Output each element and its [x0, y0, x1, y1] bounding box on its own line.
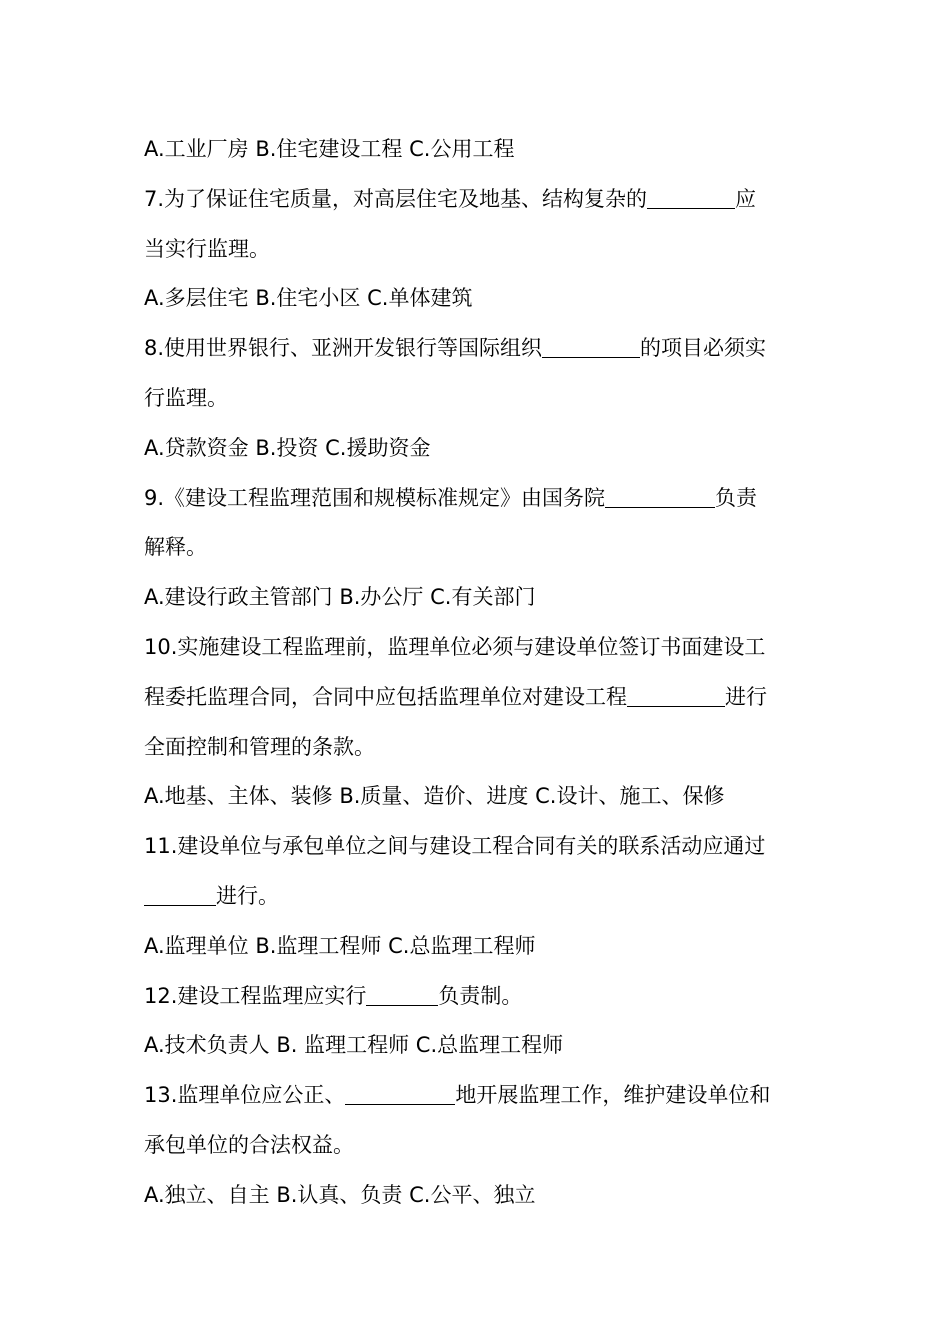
text-segment: 当实行监理。 — [144, 237, 270, 261]
answer-blank — [366, 983, 438, 1006]
text-segment: 13.监理单位应公正、 — [144, 1083, 346, 1107]
text-line — [144, 280, 814, 316]
answer-blank — [542, 335, 640, 358]
text-line — [144, 131, 814, 167]
text-segment: 负责制。 — [438, 984, 523, 1008]
text-segment: 11.建设单位与承包单位之间与建设工程合同有关的联系活动应通过 — [144, 834, 766, 858]
text-segment: A.贷款资金 B.投资 C.援助资金 — [144, 436, 431, 460]
text-line — [144, 1077, 814, 1113]
text-segment: A.监理单位 B.监理工程师 C.总监理工程师 — [144, 934, 536, 958]
answer-blank — [345, 1082, 455, 1105]
text-segment: 承包单位的合法权益。 — [144, 1133, 354, 1157]
text-segment: 10.实施建设工程监理前，监理单位必须与建设单位签订书面建设工 — [144, 635, 766, 659]
text-segment: A.独立、自主 B.认真、负责 C.公平、独立 — [144, 1183, 536, 1207]
text-line — [144, 480, 814, 516]
text-segment: 应 — [735, 187, 757, 211]
text-segment: A.建设行政主管部门 B.办公厅 C.有关部门 — [144, 585, 536, 609]
text-line — [144, 231, 814, 267]
text-line — [144, 729, 814, 765]
text-segment: 全面控制和管理的条款。 — [144, 735, 375, 759]
text-line — [144, 579, 814, 615]
text-line — [144, 330, 814, 366]
text-line — [144, 778, 814, 814]
text-line — [144, 1127, 814, 1163]
text-line — [144, 430, 814, 466]
text-segment: 的项目必须实 — [640, 336, 767, 360]
text-segment: 12.建设工程监理应实行 — [144, 984, 367, 1008]
answer-blank — [627, 684, 725, 707]
text-segment: 8.使用世界银行、亚洲开发银行等国际组织 — [144, 336, 543, 360]
text-segment: 7.为了保证住宅质量，对高层住宅及地基、结构复杂的 — [144, 187, 648, 211]
text-line — [144, 878, 814, 914]
text-segment: A.技术负责人 B. 监理工程师 C.总监理工程师 — [144, 1033, 564, 1057]
text-line — [144, 380, 814, 416]
text-line — [144, 629, 814, 665]
text-line — [144, 1027, 814, 1063]
text-line — [144, 679, 814, 715]
text-segment: 行监理。 — [144, 386, 228, 410]
answer-blank — [647, 186, 735, 209]
text-segment: A.多层住宅 B.住宅小区 C.单体建筑 — [144, 286, 473, 310]
text-line — [144, 1177, 814, 1213]
text-segment: 进行 — [725, 685, 767, 709]
text-segment: 地开展监理工作，维护建设单位和 — [455, 1083, 771, 1107]
text-segment: 9.《建设工程监理范围和规模标准规定》由国务院 — [144, 486, 606, 510]
text-segment: 程委托监理合同，合同中应包括监理单位对建设工程 — [144, 685, 627, 709]
text-segment: 解释。 — [144, 535, 207, 559]
text-segment: 负责 — [715, 486, 758, 510]
text-line — [144, 928, 814, 964]
text-segment: A.工业厂房 B.住宅建设工程 C.公用工程 — [144, 137, 515, 161]
answer-blank — [605, 485, 715, 508]
text-line — [144, 978, 814, 1014]
text-segment: A.地基、主体、装修 B.质量、造价、进度 C.设计、施工、保修 — [144, 784, 725, 808]
text-line — [144, 181, 814, 217]
answer-blank — [144, 883, 216, 906]
text-line — [144, 828, 814, 864]
text-segment: 进行。 — [216, 884, 279, 908]
text-line — [144, 529, 814, 565]
